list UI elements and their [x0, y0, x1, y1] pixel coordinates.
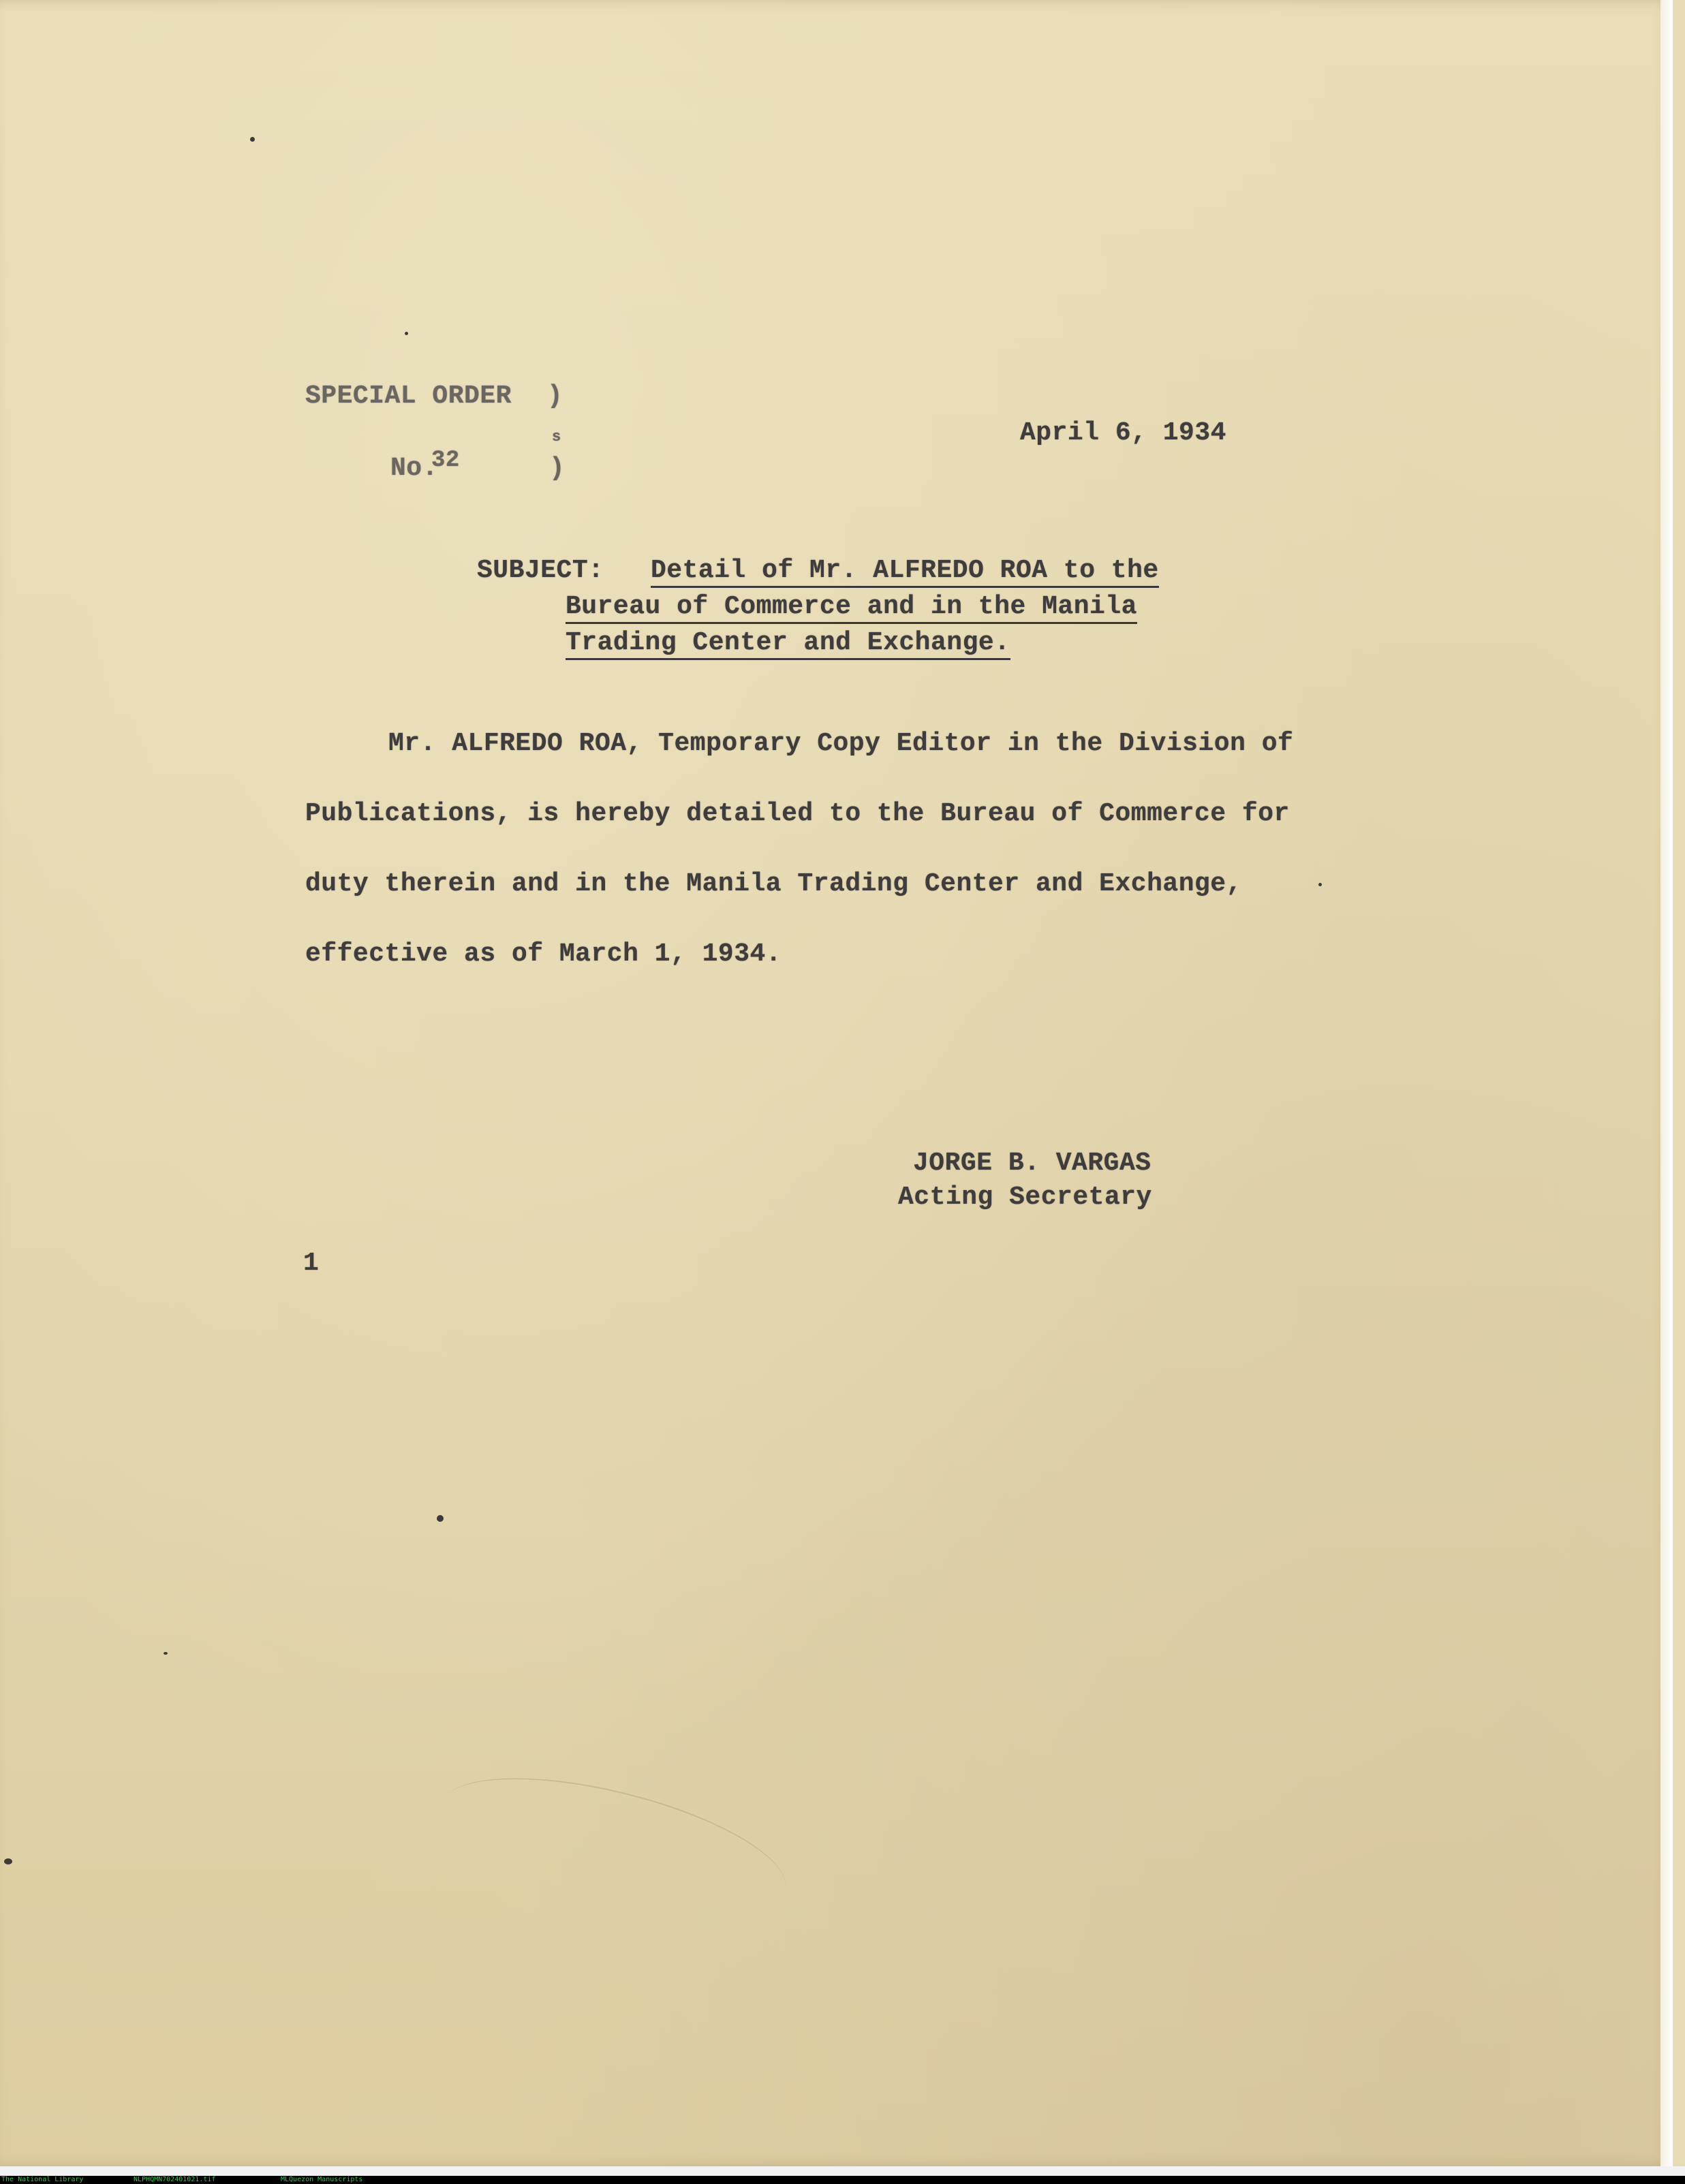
subject-line-2: Bureau of Commerce and in the Manila — [566, 592, 1137, 624]
footer-collection: MLQuezon Manuscripts — [281, 2176, 363, 2183]
order-number: 32 — [431, 448, 460, 473]
signatory-name: JORGE B. VARGAS — [913, 1149, 1151, 1178]
ink-speck — [250, 137, 255, 142]
footer-library: The National Library — [1, 2176, 84, 2183]
special-order-label: SPECIAL ORDER — [305, 381, 512, 411]
order-date: April 6, 1934 — [1020, 418, 1226, 448]
paper-edge — [1660, 0, 1673, 2166]
body-line-2: Publications, is hereby detailed to the Bureau of Commerce for — [305, 799, 1290, 828]
subject-label: SUBJECT: — [477, 556, 604, 585]
order-mark: s — [552, 428, 561, 446]
special-order-paren-1: ) — [547, 381, 563, 411]
body-line-1: Mr. ALFREDO ROA, Temporary Copy Editor in the Division of — [388, 729, 1294, 758]
ink-speck — [1318, 883, 1322, 886]
special-order-paren-2: ) — [549, 454, 566, 483]
order-number-label: No. — [390, 454, 438, 483]
ink-speck — [437, 1515, 444, 1522]
ink-speck — [4, 1858, 12, 1865]
paper-crease — [428, 1751, 799, 1944]
footer-filename: NLPHQMN702401021.tif — [134, 2176, 216, 2183]
archive-footer — [0, 2176, 1685, 2184]
ink-speck — [405, 332, 408, 335]
ink-speck — [164, 1652, 168, 1655]
subject-line-1: Detail of Mr. ALFREDO ROA to the — [651, 556, 1159, 588]
signatory-title: Acting Secretary — [898, 1183, 1152, 1212]
subject-line-3: Trading Center and Exchange. — [566, 628, 1010, 660]
page-number: 1 — [303, 1249, 320, 1278]
body-line-3: duty therein and in the Manila Trading Center and Exchange, — [305, 869, 1242, 899]
body-line-4: effective as of March 1, 1934. — [305, 939, 782, 969]
